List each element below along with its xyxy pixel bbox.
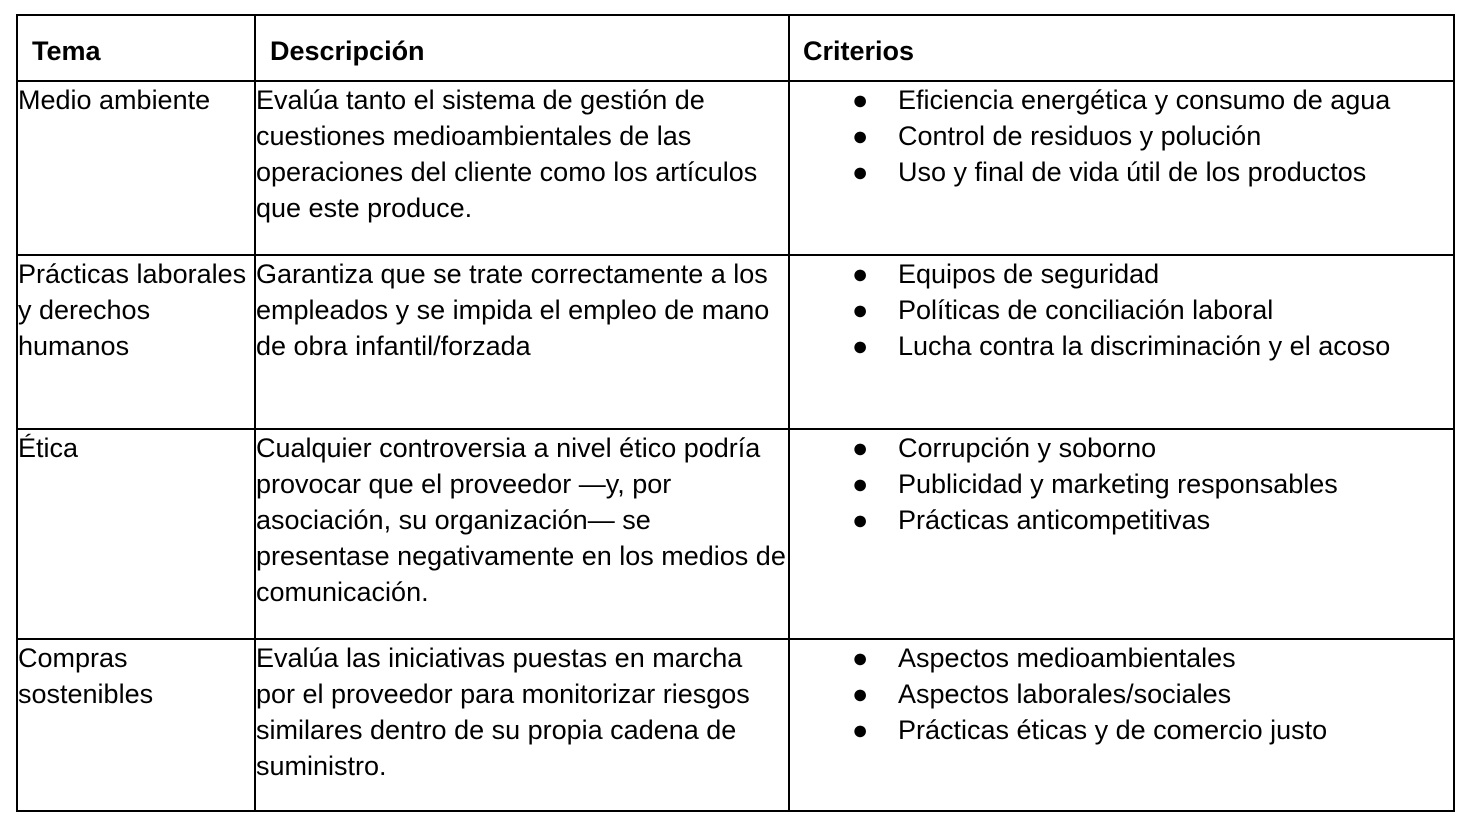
cell-tema: Medio ambiente (17, 81, 255, 255)
list-item (790, 712, 1453, 748)
criterio-text: Aspectos laborales/sociales (898, 679, 1232, 709)
table-row (17, 81, 1454, 255)
list-item (790, 640, 1453, 676)
cell-descripcion: Evalúa las iniciativas puestas en marcha por el proveedor para monitorizar riesgos similares dentro de su propia cadena de suministro. (255, 639, 789, 811)
bullet-icon: ● (852, 157, 869, 187)
cell-criterios (789, 255, 1454, 429)
cell-tema: Ética (17, 429, 255, 639)
table-row (17, 429, 1454, 639)
table-row (17, 255, 1454, 429)
criteria-table (16, 14, 1455, 812)
bullet-icon: ● (852, 505, 869, 535)
criterio-text: Aspectos medioambientales (898, 643, 1236, 673)
criteria-list (790, 256, 1453, 364)
list-item (790, 154, 1453, 190)
criteria-list (790, 430, 1453, 538)
list-item (790, 502, 1453, 538)
list-item (790, 292, 1453, 328)
cell-tema: Compras sostenibles (17, 639, 255, 811)
cell-criterios (789, 639, 1454, 811)
criterio-text: Corrupción y soborno (898, 433, 1157, 463)
list-item (790, 328, 1453, 364)
criterio-text: Equipos de seguridad (898, 259, 1160, 289)
criterio-text: Lucha contra la discriminación y el acoso (898, 331, 1391, 361)
criteria-list (790, 82, 1453, 190)
cell-descripcion: Garantiza que se trate correctamente a los empleados y se impida el empleo de mano de obra infantil/forzada (255, 255, 789, 429)
list-item (790, 676, 1453, 712)
list-item (790, 256, 1453, 292)
bullet-icon: ● (852, 469, 869, 499)
bullet-icon: ● (852, 715, 869, 745)
bullet-icon: ● (852, 331, 869, 361)
bullet-icon: ● (852, 433, 869, 463)
bullet-icon: ● (852, 85, 869, 115)
bullet-icon: ● (852, 679, 869, 709)
criterio-text: Prácticas éticas y de comercio justo (898, 715, 1328, 745)
criteria-list (790, 640, 1453, 748)
list-item (790, 118, 1453, 154)
criterio-text: Publicidad y marketing responsables (898, 469, 1338, 499)
criterio-text: Eficiencia energética y consumo de agua (898, 85, 1391, 115)
bullet-icon: ● (852, 643, 869, 673)
criterio-text: Prácticas anticompetitivas (898, 505, 1211, 535)
header-tema: Tema (17, 15, 255, 81)
cell-tema: Prácticas laborales y derechos humanos (17, 255, 255, 429)
cell-criterios (789, 429, 1454, 639)
table-header-row (17, 15, 1454, 81)
table-row (17, 639, 1454, 811)
criterio-text: Control de residuos y polución (898, 121, 1262, 151)
header-descripcion: Descripción (255, 15, 789, 81)
cell-descripcion: Evalúa tanto el sistema de gestión de cuestiones medioambientales de las operaciones del cliente como los artículos que este produce. (255, 81, 789, 255)
bullet-icon: ● (852, 259, 869, 289)
cell-descripcion: Cualquier controversia a nivel ético podría provocar que el proveedor —y, por asociación, su organización— se presentase negativamente en los medios de comunicación. (255, 429, 789, 639)
list-item (790, 466, 1453, 502)
cell-criterios (789, 81, 1454, 255)
criterio-text: Uso y final de vida útil de los productos (898, 157, 1367, 187)
criterio-text: Políticas de conciliación laboral (898, 295, 1274, 325)
header-criterios: Criterios (789, 15, 1454, 81)
list-item (790, 430, 1453, 466)
bullet-icon: ● (852, 295, 869, 325)
bullet-icon: ● (852, 121, 869, 151)
list-item (790, 82, 1453, 118)
